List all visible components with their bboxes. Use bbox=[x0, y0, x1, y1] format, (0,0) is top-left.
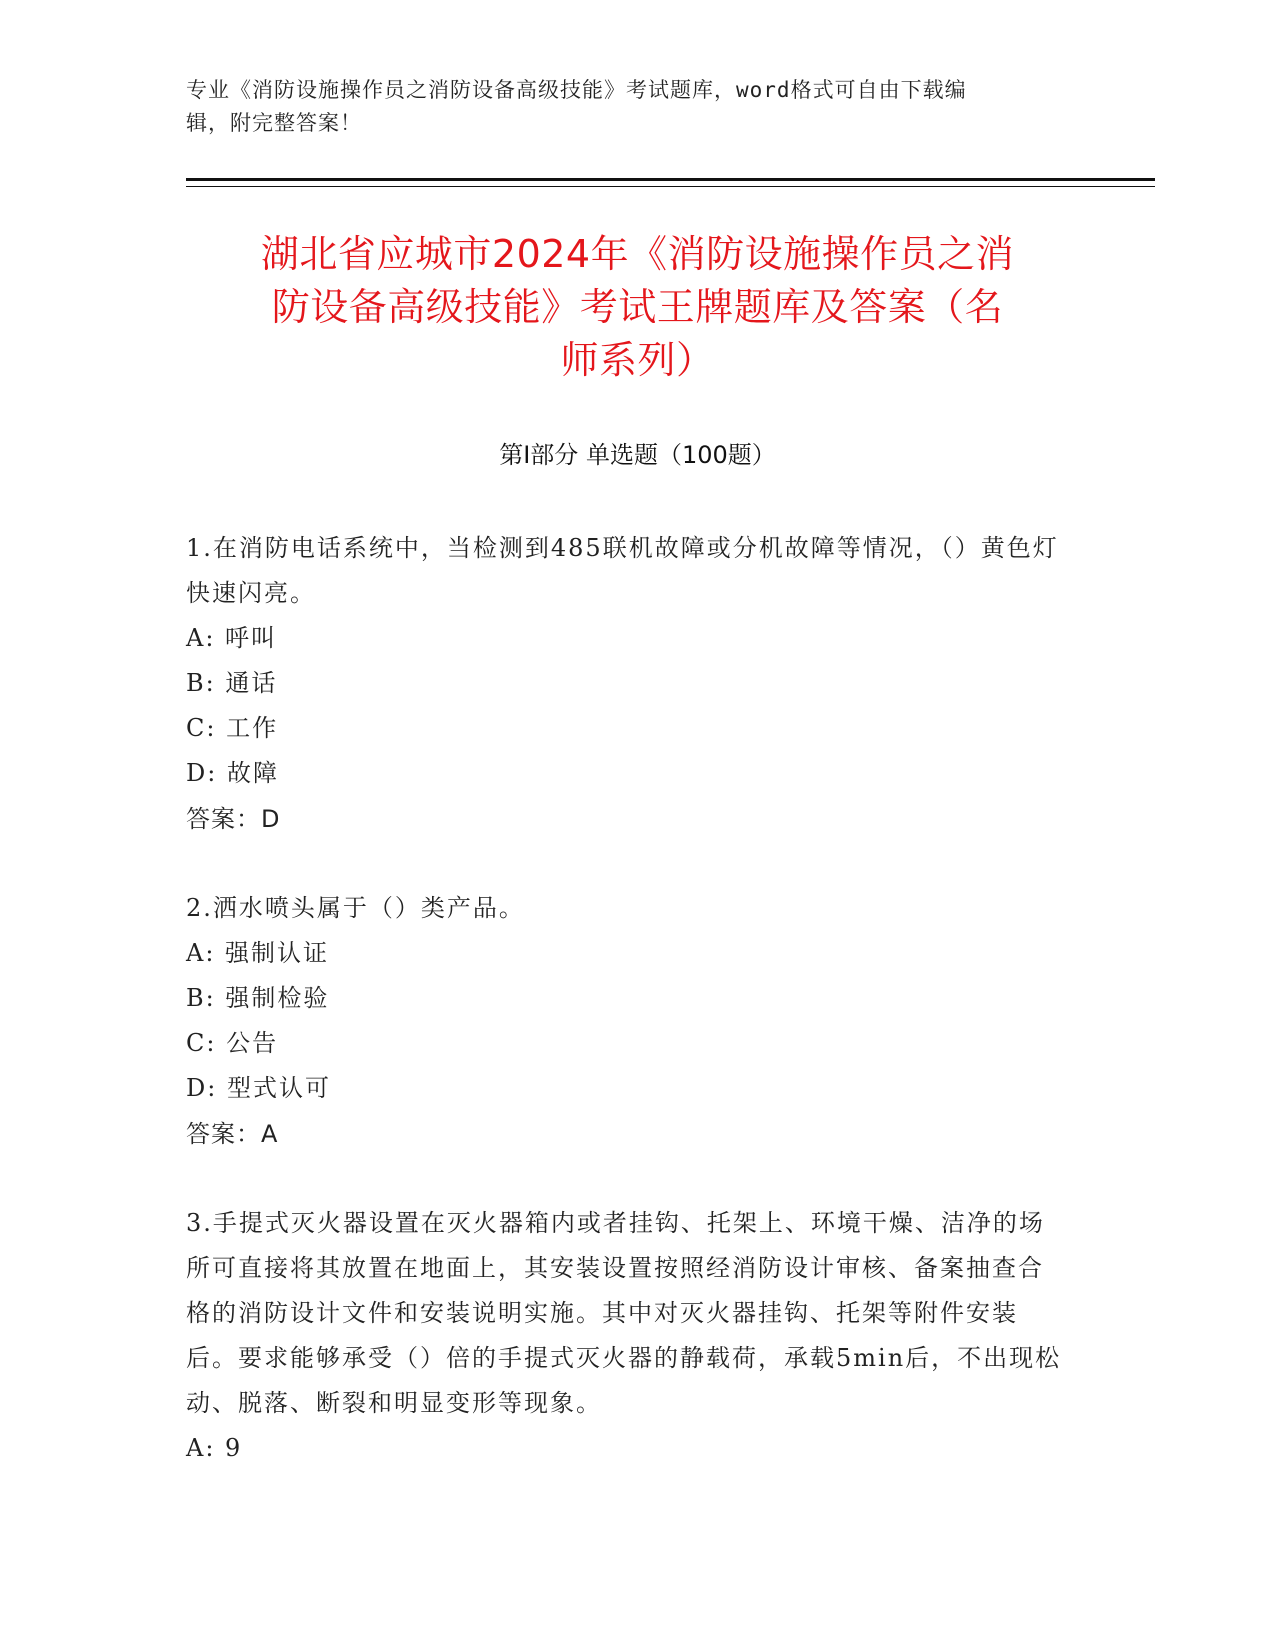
answer-line: 答案：D bbox=[186, 805, 281, 833]
option-d: D: 型式认可 bbox=[186, 1074, 331, 1102]
header-divider-thick bbox=[186, 178, 1155, 181]
question-text: 1.在消防电话系统中，当检测到485联机故障或分机故障等情况，（）黄色灯快速闪亮。 bbox=[186, 534, 1059, 607]
title-line: 防设备高级技能》考试王牌题库及答案（名 bbox=[271, 285, 1004, 329]
option-c: C: 工作 bbox=[186, 714, 279, 742]
header-note bbox=[186, 74, 1066, 140]
option-a: A: 9 bbox=[186, 1434, 243, 1462]
option-b: B: 通话 bbox=[186, 669, 278, 697]
header-note-line: 辑，附完整答案！ bbox=[186, 111, 362, 135]
document-title bbox=[170, 228, 1105, 387]
section-heading: 第I部分 单选题（100题） bbox=[499, 441, 776, 469]
question-text: 2.洒水喷头属于（）类产品。 bbox=[186, 894, 525, 922]
header-note-line: 专业《消防设施操作员之消防设备高级技能》考试题库，word格式可自由下载编 bbox=[186, 78, 967, 102]
header-divider-thin bbox=[186, 186, 1155, 187]
option-b: B: 强制检验 bbox=[186, 984, 330, 1012]
question-item bbox=[186, 886, 1066, 1157]
option-d: D: 故障 bbox=[186, 759, 279, 787]
title-line: 师系列） bbox=[560, 338, 715, 382]
option-a: A: 呼叫 bbox=[186, 624, 278, 652]
question-item bbox=[186, 1201, 1066, 1471]
answer-line: 答案：A bbox=[186, 1120, 279, 1148]
title-line: 湖北省应城市2024年《消防设施操作员之消 bbox=[260, 232, 1015, 276]
question-list bbox=[186, 526, 1066, 1515]
option-c: C: 公告 bbox=[186, 1029, 279, 1057]
question-text: 3.手提式灭火器设置在灭火器箱内或者挂钩、托架上、环境干燥、洁净的场所可直接将其放置在地面上，其安装设置按照经消防设计审核、备案抽查合格的消防设计文件和安装说明实施。其中对灭火器挂钩、托架等附件安装后。要求能够承受（）倍的手提式灭火器的静载荷，承载5min后，不出现松动、脱落、断裂和明显变形等现象。 bbox=[186, 1209, 1062, 1417]
option-a: A: 强制认证 bbox=[186, 939, 330, 967]
question-item bbox=[186, 526, 1066, 842]
